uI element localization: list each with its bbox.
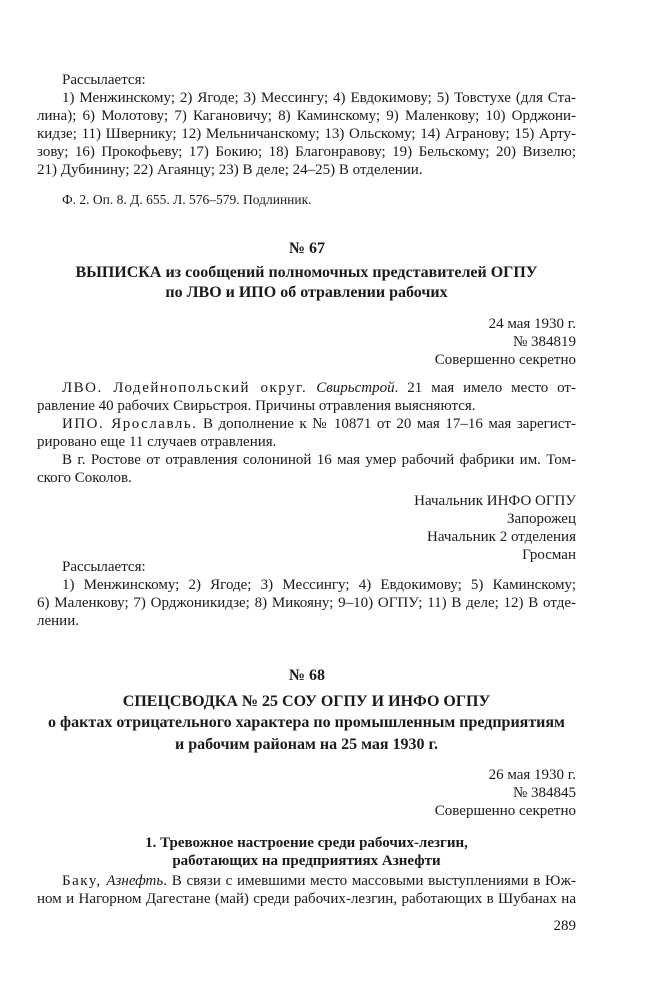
document-title-68-line3: и рабочим районам на 25 мая 1930 г. [175, 736, 438, 753]
document-reg-number-67: № 384819 [512, 334, 576, 350]
paragraph-rostov: В г. Ростове от отравления солониной 16 мая умер рабочий фабрики им. Том- [62, 452, 576, 468]
archive-source: Ф. 2. Оп. 8. Д. 655. Л. 576–579. Подлинник. [62, 192, 312, 207]
document-number-68: № 68 [288, 667, 326, 684]
distribution-line-67: 6) Маленкову; 7) Орджоникидзе; 8) Микояну; 9–10) ОГПУ; 11) В деле; 12) В отде- [37, 595, 576, 611]
signature-name-1: Запорожец [507, 511, 576, 527]
paragraph-text: В дополнение к № 10871 от 20 мая 17–16 мая зарегист- [197, 416, 577, 432]
paragraph-text: . 21 мая имело место от- [394, 380, 576, 396]
paragraph-text: . В связи с имевшими место массовыми выступлениями в Юж- [163, 873, 577, 889]
signature-title-1: Начальник ИНФО ОГПУ [414, 493, 576, 509]
distribution-line: кидзе; 11) Швернику; 12) Мельничанскому; 13) Ольскому; 14) Агранову; 15) Арту- [37, 126, 576, 142]
distribution-line: зову; 16) Прокофьеву; 17) Бокию; 18) Благонравову; 19) Бельскому; 20) Визелю; [37, 144, 576, 160]
distribution-line-67: 1) Менжинскому; 2) Ягоде; 3) Мессингу; 4) Евдокимову; 5) Каминскому; [62, 577, 576, 593]
section-heading-line2: работающих на предприятиях Азнефти [172, 853, 441, 869]
distribution-label: Рассылается: [62, 72, 146, 88]
region-label: ЛВО. Лодейнопольский округ. [62, 380, 308, 396]
section-heading: 1. Тревожное настроение среди рабочих-лезгин, [145, 835, 468, 851]
document-title-68-line2: о фактах отрицательного характера по промышленным предприятиям [48, 714, 565, 731]
document-title-67-line2: по ЛВО и ИПО об отравлении рабочих [165, 284, 448, 301]
document-date-67: 24 мая 1930 г. [488, 316, 576, 332]
paragraph-baku-line2: ном и Нагорном Дагестане (май) среди рабочих-лезгин, работающих в Шубанах на [37, 891, 576, 907]
signature-title-2: Начальник 2 отделения [427, 529, 576, 545]
paragraph-lvo-line2: равление 40 рабочих Свирьстроя. Причины отравления выясняются. [37, 398, 476, 414]
secrecy-stamp-67: Совершенно секретно [434, 352, 576, 368]
distribution-line: лина); 6) Молотову; 7) Кагановичу; 8) Каминскому; 9) Маленкову; 10) Орджони- [37, 108, 576, 124]
document-title-67: ВЫПИСКА из сообщений полномочных представителей ОГПУ [75, 264, 538, 281]
document-reg-number-68: № 384845 [512, 785, 576, 801]
distribution-line: 1) Менжинскому; 2) Ягоде; 3) Мессингу; 4) Евдокимову; 5) Товстухе (для Ста- [62, 90, 576, 106]
organization-name: Азнефть [106, 873, 164, 889]
paragraph-rostov-line2: ского Соколов. [37, 470, 132, 486]
paragraph-baku [62, 872, 576, 890]
city-label: Баку, [62, 873, 102, 889]
distribution-line: 21) Дубинину; 22) Агаянцу; 23) В деле; 24–25) В отделении. [37, 162, 423, 178]
page-number: 289 [553, 918, 576, 934]
signature-name-2: Гросман [522, 547, 576, 563]
document-date-68: 26 мая 1930 г. [488, 767, 576, 783]
place-name: Свирьстрой [316, 380, 395, 396]
distribution-line-67: лении. [37, 613, 79, 629]
paragraph-ipo-line2: рировано еще 11 случаев отравления. [37, 434, 277, 450]
paragraph-ipo [62, 415, 576, 433]
distribution-label-67: Рассылается: [62, 559, 146, 575]
document-title-68: СПЕЦСВОДКА № 25 СОУ ОГПУ И ИНФО ОГПУ [122, 693, 491, 710]
secrecy-stamp-68: Совершенно секретно [434, 803, 576, 819]
paragraph-lvo [62, 379, 576, 397]
region-label: ИПО. Ярославль. [62, 416, 198, 432]
document-number-67: № 67 [288, 240, 326, 257]
